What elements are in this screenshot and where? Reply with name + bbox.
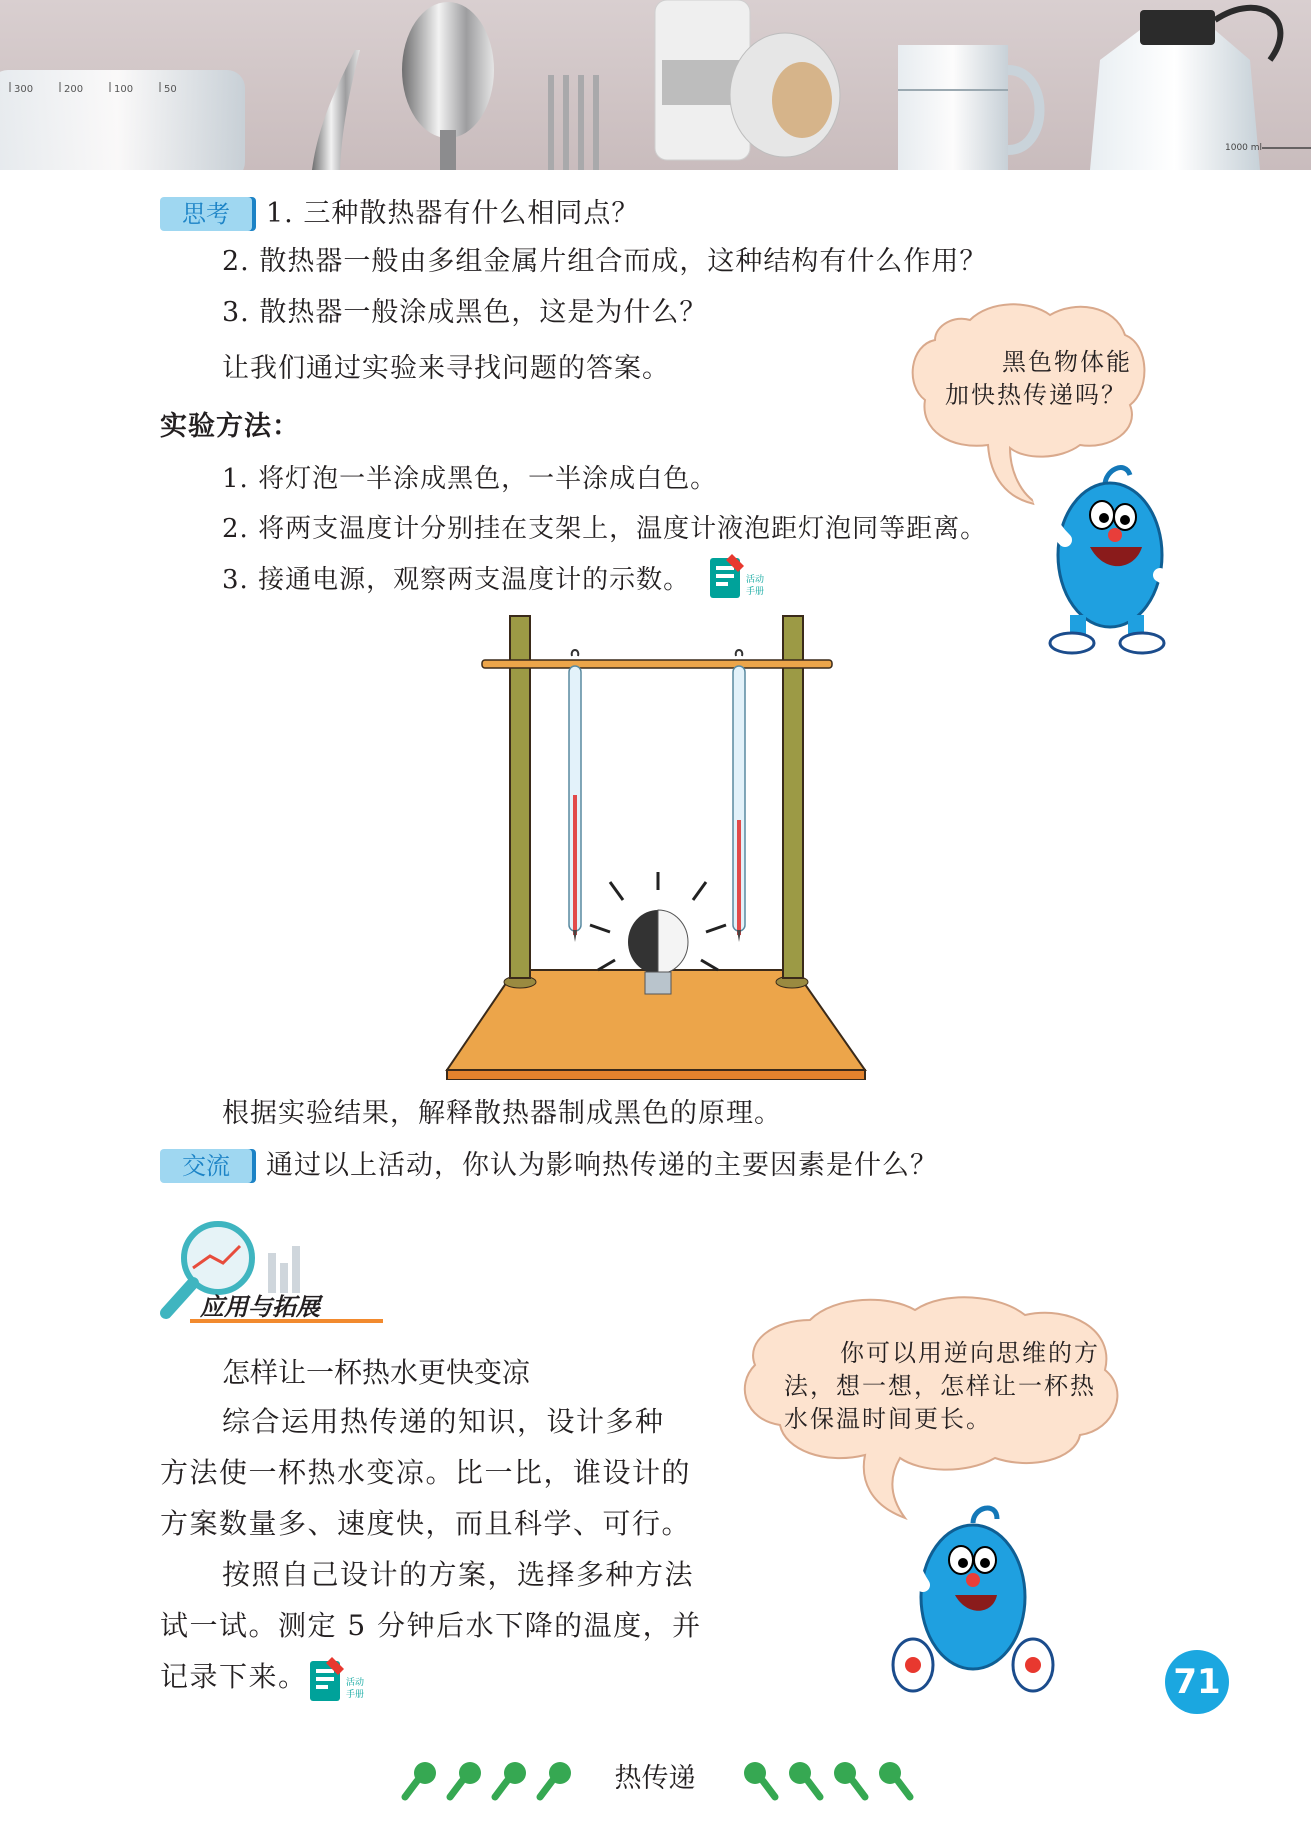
footer-icons-right <box>735 1755 935 1805</box>
svg-text:活动: 活动 <box>746 575 765 585</box>
glass-mug <box>898 45 1008 170</box>
left-rod <box>510 616 530 978</box>
task-para-2-line-1: 按照自己设计的方案，选择多种方法 <box>222 1558 695 1591</box>
exchange-tag: 交流 <box>160 1149 252 1183</box>
svg-text:活动: 活动 <box>346 1678 365 1688</box>
think-tag: 思考 <box>160 197 252 231</box>
svg-text:手册: 手册 <box>746 587 765 597</box>
apply-section-title: 应用与拓展 <box>200 1293 320 1321</box>
task-para-1-line-2: 方法使一杯热水变凉。比一比，谁设计的 <box>160 1456 692 1489</box>
left-thermometer <box>569 650 581 942</box>
bubble-1-line-2: 加快热传递吗？ <box>945 381 1127 409</box>
svg-text:50: 50 <box>164 84 177 95</box>
think-question-2: 2. 散热器一般由多组金属片组合而成，这种结构有什么作用？ <box>222 246 988 277</box>
think-question-1: 1. 三种散热器有什么相同点？ <box>266 198 640 229</box>
header-banner <box>0 0 1311 170</box>
knife-shape <box>312 50 360 170</box>
task-para-2-line-3: 记录下来。 <box>160 1660 308 1693</box>
workbook-icon[interactable] <box>708 552 778 608</box>
experiment-illustration <box>440 610 880 1080</box>
task-para-2-line-2: 试一试。测定 5 分钟后水下降的温度，并 <box>160 1609 702 1642</box>
mascot-pointing <box>1010 465 1190 655</box>
fork-shape <box>548 75 599 170</box>
workbook-icon-2[interactable] <box>308 1655 378 1711</box>
exchange-text: 通过以上活动，你认为影响热传递的主要因素是什么？ <box>266 1150 938 1181</box>
svg-text:手册: 手册 <box>346 1690 365 1700</box>
bubble-2-line-3: 水保温时间更长。 <box>784 1405 992 1433</box>
bubble-1-line-1: 黑色物体能 <box>1002 348 1132 376</box>
footer-title: 热传递 <box>614 1763 696 1794</box>
method-title: 实验方法： <box>160 411 300 442</box>
method-step-2: 2. 将两支温度计分别挂在支架上，温度计液泡距灯泡同等距离。 <box>222 514 988 544</box>
bottle-label: 1000 ml <box>1225 143 1263 153</box>
spoon-bowl <box>402 2 494 138</box>
conclusion-text: 根据实验结果，解释散热器制成黑色的原理。 <box>222 1098 782 1129</box>
method-step-3: 3. 接通电源，观察两支温度计的示数。 <box>222 565 691 595</box>
right-thermometer <box>733 650 745 942</box>
task-para-1-line-1: 综合运用热传递的知识，设计多种 <box>222 1405 665 1438</box>
bubble-2-line-1: 你可以用逆向思维的方 <box>840 1339 1100 1367</box>
task-para-1-line-3: 方案数量多、速度快，而且科学、可行。 <box>160 1507 692 1540</box>
method-step-1: 1. 将灯泡一半涂成黑色，一半涂成白色。 <box>222 464 718 494</box>
cross-bar <box>482 660 832 668</box>
svg-text:200: 200 <box>64 84 84 95</box>
svg-text:100: 100 <box>114 84 134 95</box>
task-title: 怎样让一杯热水更快变凉 <box>222 1356 531 1389</box>
think-lead: 让我们通过实验来寻找问题的答案。 <box>222 353 670 384</box>
think-question-3: 3. 散热器一般涂成黑色，这是为什么？ <box>222 297 708 328</box>
page-number: 71 <box>1165 1650 1229 1714</box>
right-rod <box>783 616 803 978</box>
mascot-waving <box>885 1505 1060 1695</box>
svg-text:300: 300 <box>14 84 34 95</box>
footer-icons-left <box>395 1755 595 1805</box>
bubble-2-line-2: 法，想一想，怎样让一杯热 <box>784 1372 1096 1400</box>
tableware-illustration <box>0 0 1311 170</box>
